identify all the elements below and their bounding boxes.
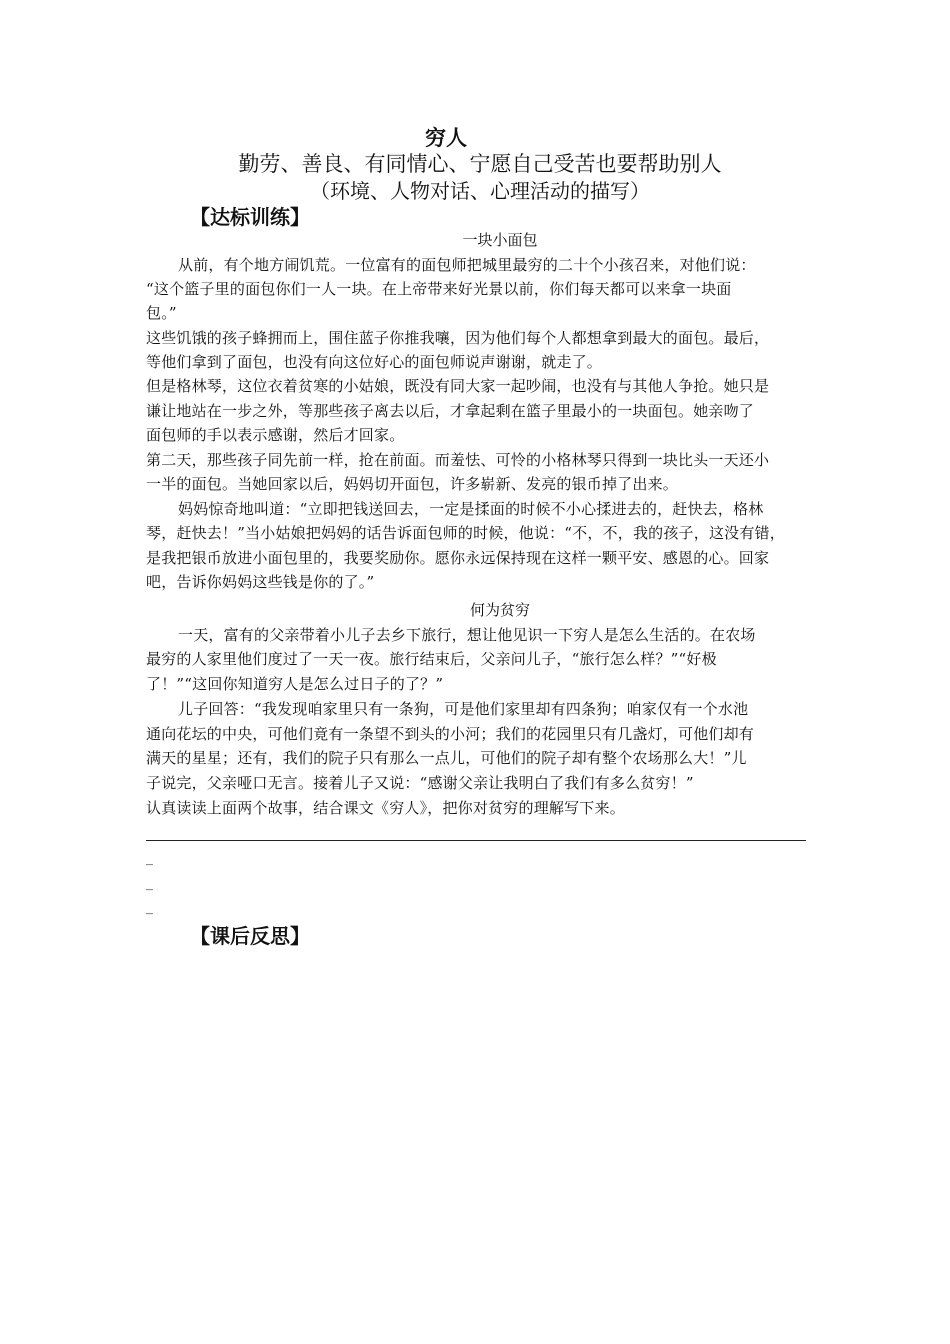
writing-prompt: 认真读读上面两个故事，结合课文《穷人》，把你对贫穷的理解写下来。: [146, 799, 625, 817]
answer-line: [146, 840, 806, 841]
story-line: 一半的面包。当她回家以后，妈妈切开面包，许多崭新、发亮的银币掉了出来。: [146, 475, 679, 493]
story-line: “这个篮子里的面包你们一人一块。在上帝带来好光景以前，你们每天都可以来拿一块面: [146, 280, 732, 298]
story-line: 琴，赶快去！”当小姑娘把妈妈的话告诉面包师的时候，他说：“不，不，我的孩子，这没有错，: [146, 524, 785, 542]
section-heading-reflection: 【课后反思】: [190, 924, 310, 948]
story-line: 一天，富有的父亲带着小儿子去乡下旅行，想让他见识一下穷人是怎么生活的。在农场: [178, 626, 756, 644]
story-title-bread: 一块小面包: [462, 231, 538, 249]
story-line: 妈妈惊奇地叫道：“立即把钱送回去，一定是揉面的时候不小心揉进去的，赶快去，格林: [178, 500, 764, 518]
story-line: 谦让地站在一步之外，等那些孩子离去以后，才拿起剩在篮子里最小的一块面包。她亲吻了: [146, 402, 755, 420]
story-line: 儿子回答：“我发现咱家里只有一条狗，可是他们家里却有四条狗；咱家仅有一个水池: [178, 700, 749, 718]
page-title: 穷人: [425, 125, 467, 150]
story-line: 包。”: [146, 304, 177, 322]
story-line: 等他们拿到了面包，也没有向这位好心的面包师说声谢谢，就走了。: [146, 353, 603, 371]
story-line: 但是格林琴，这位衣着贫寒的小姑娘，既没有同大家一起吵闹，也没有与其他人争抢。她只是: [146, 377, 770, 395]
story-line: 最穷的人家里他们度过了一天一夜。旅行结束后，父亲问儿子，“旅行怎么样？”“好极: [146, 650, 717, 668]
answer-blank: _: [146, 899, 153, 915]
answer-blank: _: [146, 850, 153, 866]
story-line: 子说完，父亲哑口无言。接着儿子又说：“感谢父亲让我明白了我们有多么贫穷！”: [146, 774, 694, 792]
answer-blank: _: [146, 875, 153, 891]
page-note: （环境、人物对话、心理活动的描写）: [310, 179, 650, 203]
story-line: 从前，有个地方闹饥荒。一位富有的面包师把城里最穷的二十个小孩召来，对他们说：: [178, 256, 756, 274]
story-line: 了！”“这回你知道穷人是怎么过日子的了？”: [146, 675, 444, 693]
story-line: 面包师的手以表示感谢，然后才回家。: [146, 426, 405, 444]
story-line: 通向花坛的中央，可他们竟有一条望不到头的小河；我们的花园里只有几盏灯，可他们却有: [146, 725, 755, 743]
page-subtitle: 勤劳、善良、有同情心、宁愿自己受苦也要帮助别人: [238, 152, 722, 176]
section-heading-training: 【达标训练】: [190, 205, 310, 229]
story-line: 满天的星星；还有，我们的院子只有那么一点儿，可他们的院子却有整个农场那么大！”儿: [146, 749, 747, 767]
story-line: 吧，告诉你妈妈这些钱是你的了。”: [146, 573, 375, 591]
story-line: 第二天，那些孩子同先前一样，抢在前面。而羞怯、可怜的小格林琴只得到一块比头一天还小: [146, 451, 770, 469]
story-line: 这些饥饿的孩子蜂拥而上，围住蓝子你推我嚷，因为他们每个人都想拿到最大的面包。最后，: [146, 329, 770, 347]
story-line: 是我把银币放进小面包里的，我要奖励你。愿你永远保持现在这样一颗平安、感恩的心。回家: [146, 549, 770, 567]
story-title-poverty: 何为贫穷: [469, 601, 530, 619]
